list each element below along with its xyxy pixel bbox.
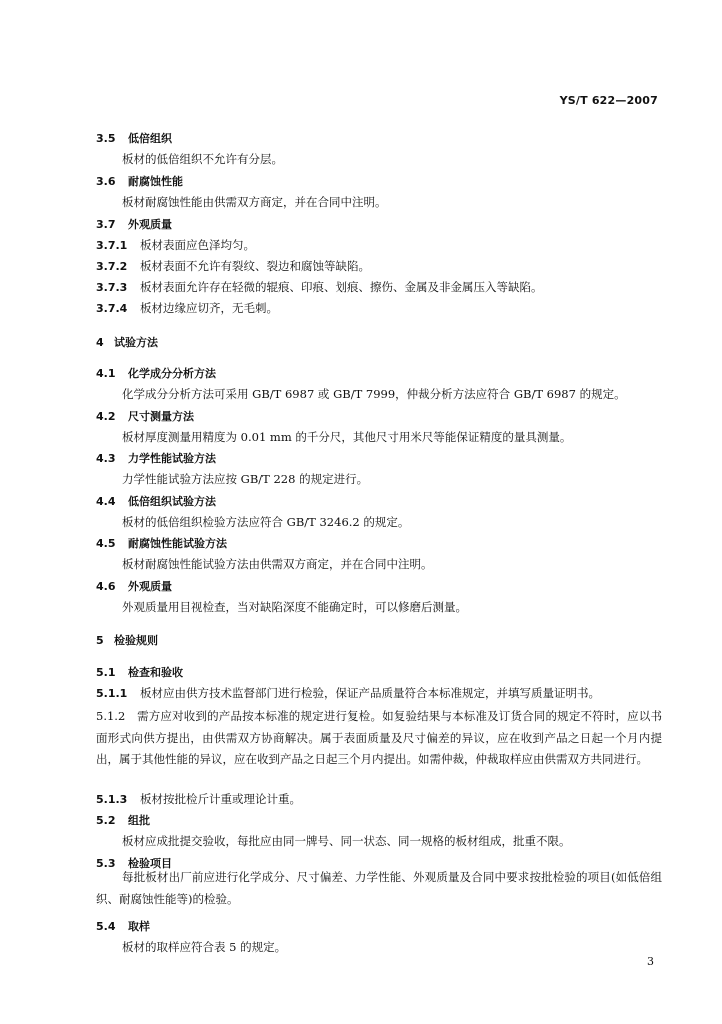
clause-3-7-4: 3.7.4 板材边缘应切齐，无毛刺。 (96, 301, 278, 315)
heading-4-2: 4.2 尺寸测量方法 (96, 410, 194, 423)
body-text: 板材的低倍组织检验方法应符合 GB/T 3246.2 的规定。 (122, 515, 410, 529)
standard-code: YS/T 622—2007 (559, 94, 658, 107)
clause-3-7-1: 3.7.1 板材表面应色泽均匀。 (96, 238, 255, 252)
body-text: 力学性能试验方法应按 GB/T 228 的规定进行。 (122, 472, 369, 486)
body-text: 板材的低倍组织不允许有分层。 (122, 152, 283, 166)
clause-5-1-2: 5.1.2 需方应对收到的产品按本标准的规定进行复检。如复验结果与本标准及订货合同的规定不符时，应以书面形式向供方提出，由供需双方协商解决。属于表面质量及尺寸偏差的异议，应在收到产品之日起一个月内提出，属于其他性能的异议，应在收到产品之日起三个月内提出。如需仲裁，仲裁取样应由供需双方共同进行。 (96, 709, 662, 766)
body-text: 板材应成批提交验收，每批应由同一牌号、同一状态、同一规格的板材组成，批重不限。 (122, 834, 571, 848)
heading-4-3: 4.3 力学性能试验方法 (96, 452, 216, 465)
heading-3-7: 3.7 外观质量 (96, 218, 172, 231)
clause-5-1-1: 5.1.1 板材应由供方技术监督部门进行检验，保证产品质量符合本标准规定，并填写质量证明书。 (96, 686, 600, 700)
heading-4-4: 4.4 低倍组织试验方法 (96, 495, 216, 508)
heading-5-3: 5.3 检验项目 (96, 857, 172, 870)
heading-5-1: 5.1 检查和验收 (96, 666, 183, 679)
body-text: 每批板材出厂前应进行化学成分、尺寸偏差、力学性能、外观质量及合同中要求按批检验的项目(如低倍组织、耐腐蚀性能等)的检验。 (96, 870, 662, 906)
heading-3-5: 3.5 低倍组织 (96, 132, 172, 145)
body-text: 板材的取样应符合表 5 的规定。 (122, 940, 287, 954)
heading-3-6: 3.6 耐腐蚀性能 (96, 175, 183, 188)
body-text: 外观质量用目视检查，当对缺陷深度不能确定时，可以修磨后测量。 (122, 600, 467, 614)
body-text: 板材厚度测量用精度为 0.01 mm 的千分尺，其他尺寸用米尺等能保证精度的量具测量。 (122, 430, 572, 444)
heading-4-6: 4.6 外观质量 (96, 580, 172, 593)
clause-3-7-3: 3.7.3 板材表面允许存在轻微的辊痕、印痕、划痕、擦伤、金属及非金属压入等缺陷。 (96, 280, 543, 294)
body-text: 板材耐腐蚀性能由供需双方商定，并在合同中注明。 (122, 195, 387, 209)
section-4-title: 4 试验方法 (96, 336, 158, 349)
section-5-title: 5 检验规则 (96, 634, 158, 647)
body-text: 化学成分分析方法可采用 GB/T 6987 或 GB/T 7999，仲裁分析方法应符合 GB/T 6987 的规定。 (122, 387, 626, 401)
heading-4-5: 4.5 耐腐蚀性能试验方法 (96, 537, 227, 550)
heading-5-4: 5.4 取样 (96, 920, 150, 933)
clause-5-1-3: 5.1.3 板材按批检斤计重或理论计重。 (96, 792, 301, 806)
heading-4-1: 4.1 化学成分分析方法 (96, 367, 216, 380)
page-number: 3 (647, 955, 654, 968)
body-text: 板材耐腐蚀性能试验方法由供需双方商定，并在合同中注明。 (122, 557, 433, 571)
clause-3-7-2: 3.7.2 板材表面不允许有裂纹、裂边和腐蚀等缺陷。 (96, 259, 370, 273)
heading-5-2: 5.2 组批 (96, 814, 150, 827)
